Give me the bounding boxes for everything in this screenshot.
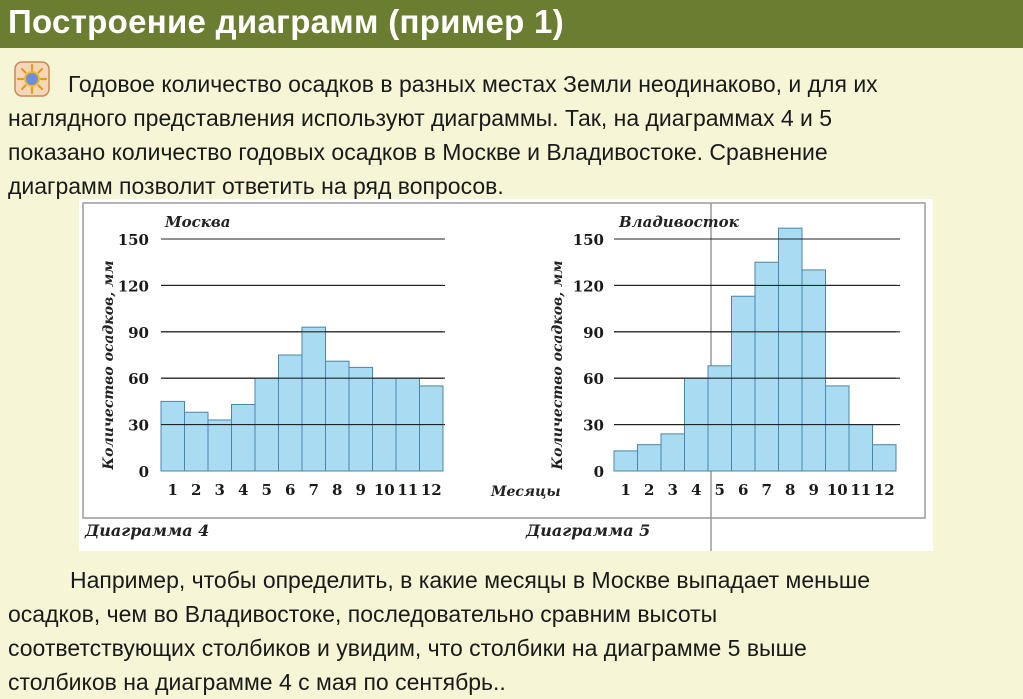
x-tick-label: 6 (738, 481, 749, 499)
x-tick-label: 5 (714, 481, 725, 499)
bar-month-6 (279, 355, 303, 471)
x-tick-label: 9 (808, 481, 819, 499)
chart-caption: Диаграмма 4 (85, 521, 210, 540)
outro-line: Например, чтобы определить, в какие месяцы в Москве выпадает меньше (70, 567, 871, 593)
y-tick-label: 0 (138, 463, 149, 481)
bar-month-12 (873, 445, 897, 471)
bar-month-7 (302, 327, 326, 471)
intro-line: показано количество годовых осадков в Москве и Владивостоке. Сравнение (8, 139, 828, 165)
y-axis-label: Количество осадков, мм (101, 260, 117, 470)
y-tick-label: 0 (593, 463, 604, 481)
x-tick-label: 10 (373, 481, 395, 499)
intro-line: Годовое количество осадков в разных местах Земли неодинаково, и для их (68, 71, 878, 97)
bar-month-4 (232, 404, 256, 471)
bar-month-3 (661, 434, 685, 471)
x-axis-label: Месяцы (491, 484, 561, 500)
y-tick-label: 60 (583, 370, 604, 389)
x-tick-label: 1 (167, 481, 178, 499)
bar-month-6 (732, 296, 756, 471)
x-tick-label: 7 (761, 481, 772, 499)
outro-line: соответствующих столбиков и увидим, что столбики на диаграмме 5 выше (8, 635, 807, 661)
x-tick-label: 8 (332, 481, 343, 499)
bar-month-3 (208, 420, 232, 471)
x-tick-label: 3 (667, 481, 678, 499)
x-tick-label: 3 (214, 481, 225, 499)
outro-paragraph (8, 563, 1013, 699)
intro-line: наглядного представления используют диаграммы. Так, на диаграммах 4 и 5 (8, 105, 833, 131)
y-tick-label: 30 (583, 416, 604, 435)
bar-month-1 (161, 401, 185, 471)
bar-month-1 (614, 451, 638, 471)
x-tick-label: 2 (191, 481, 202, 499)
y-tick-label: 150 (572, 231, 604, 249)
chart-title: Владивосток (619, 213, 739, 231)
y-tick-label: 150 (117, 231, 149, 249)
x-tick-label: 8 (785, 481, 796, 499)
x-tick-label: 11 (397, 481, 419, 499)
y-tick-label: 90 (128, 323, 149, 342)
y-tick-label: 120 (572, 277, 604, 296)
y-tick-label: 60 (128, 370, 149, 389)
y-tick-label: 30 (128, 416, 149, 435)
x-tick-label: 4 (238, 481, 249, 499)
outro-line: столбиков на диаграмме 4 с мая по сентябрь.. (8, 669, 506, 695)
page-title: Построение диаграмм (пример 1) (8, 3, 564, 40)
x-tick-label: 6 (285, 481, 296, 499)
precipitation-charts-figure (79, 199, 933, 551)
bar-month-2 (185, 412, 209, 471)
bar-month-11 (849, 425, 873, 471)
intro-line: диаграмм позволит ответить на ряд вопросов. (8, 173, 504, 199)
x-tick-label: 5 (261, 481, 272, 499)
x-tick-label: 9 (355, 481, 366, 499)
bar-month-9 (349, 367, 373, 471)
x-tick-label: 10 (826, 481, 848, 499)
x-tick-label: 4 (691, 481, 702, 499)
x-tick-label: 1 (620, 481, 631, 499)
bar-month-9 (802, 270, 826, 471)
x-tick-label: 2 (644, 481, 655, 499)
x-tick-label: 7 (308, 481, 319, 499)
chart-caption: Диаграмма 5 (526, 521, 651, 540)
bar-month-10 (826, 386, 850, 471)
y-tick-label: 90 (583, 323, 604, 342)
title-bar (0, 0, 1023, 48)
y-tick-label: 120 (117, 277, 149, 296)
y-axis-label: Количество осадков, мм (550, 260, 566, 470)
outro-line: осадков, чем во Владивостоке, последовательно сравним высоты (8, 601, 718, 627)
x-tick-label: 12 (873, 481, 895, 499)
bar-month-7 (755, 262, 779, 471)
bar-month-12 (420, 386, 444, 471)
x-tick-label: 12 (420, 481, 442, 499)
bar-month-5 (708, 366, 732, 471)
intro-paragraph (8, 67, 1013, 203)
bar-month-2 (638, 445, 662, 471)
x-tick-label: 11 (850, 481, 872, 499)
bar-month-8 (779, 228, 803, 471)
chart-title: Москва (165, 213, 231, 231)
